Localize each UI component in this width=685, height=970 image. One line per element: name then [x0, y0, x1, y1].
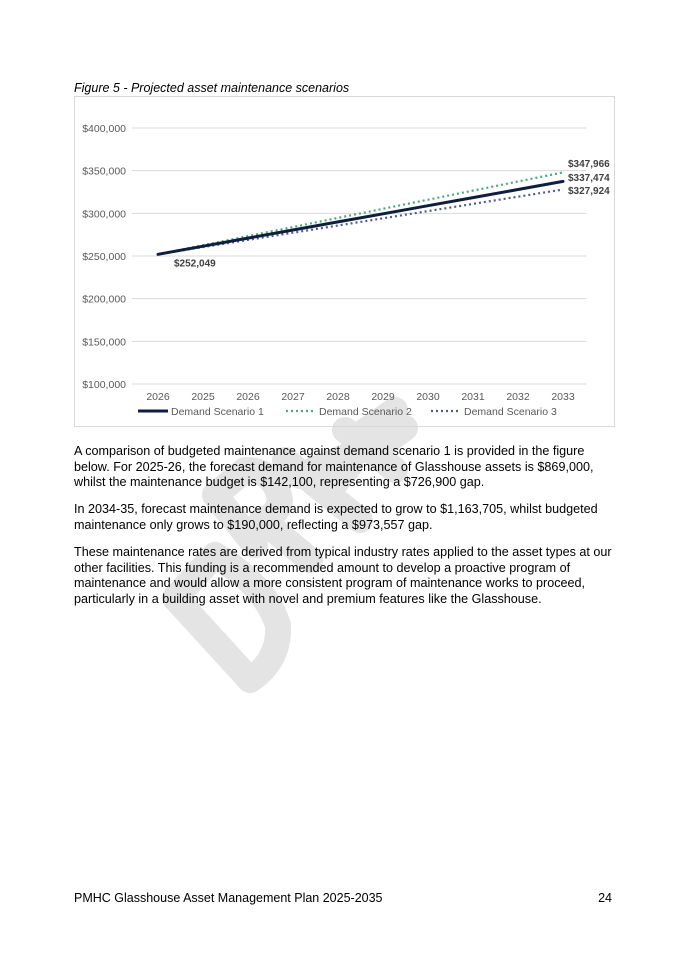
y-tick-label: $350,000 — [82, 165, 126, 178]
x-tick-label: 2028 — [326, 391, 350, 403]
legend-label: Demand Scenario 2 — [319, 406, 412, 418]
paragraph-2034-forecast: In 2034-35, forecast maintenance demand is expected to grow to $1,163,705, whilst budgeted maintenance only grows to $190,000, reflecting a $973,557 gap. — [74, 502, 598, 532]
x-tick-label: 2031 — [461, 391, 485, 403]
x-tick-label: 2032 — [506, 391, 530, 403]
footer-document-title: PMHC Glasshouse Asset Management Plan 2025-2035 — [74, 891, 383, 905]
figure-caption: Figure 5 - Projected asset maintenance scenarios — [74, 81, 350, 95]
end-value-label: $347,966 — [568, 159, 610, 170]
y-tick-label: $100,000 — [82, 379, 126, 391]
series-line-1 — [158, 181, 563, 254]
paragraph-maintenance-rates: These maintenance rates are derived from typical industry rates applied to the asset types at our other facilities. This funding is a recommended amount to develop a proactive program of maintenance and would allow a more consistent program of maintenance works to proceed, particularly in a building asset with novel and premium features like the Glasshouse. — [74, 545, 612, 606]
x-tick-label: 2025 — [191, 391, 215, 403]
x-tick-label: 2029 — [371, 391, 395, 403]
start-value-label: $252,049 — [174, 258, 216, 270]
end-value-label: $337,474 — [568, 173, 610, 184]
footer-page-number: 24 — [598, 891, 612, 905]
x-tick-label: 2030 — [416, 391, 440, 403]
end-value-label: $327,924 — [568, 186, 610, 197]
y-tick-label: $400,000 — [82, 123, 126, 135]
y-tick-label: $300,000 — [82, 208, 126, 221]
y-tick-label: $200,000 — [82, 293, 126, 306]
x-tick-label: 2027 — [281, 391, 305, 403]
legend-label: Demand Scenario 1 — [171, 406, 264, 418]
y-tick-label: $150,000 — [82, 336, 126, 349]
x-tick-label: 2026 — [236, 391, 260, 403]
maintenance-scenarios-chart — [74, 96, 615, 427]
legend-label: Demand Scenario 3 — [464, 406, 557, 418]
x-tick-label: 2026 — [146, 391, 170, 403]
paragraph-comparison: A comparison of budgeted maintenance against demand scenario 1 is provided in the figure below. For 2025-26, the forecast demand for maintenance of Glasshouse assets is $869,000, whilst the maintenance budget is $142,100, representing a $726,900 gap. — [74, 444, 594, 490]
y-tick-label: $250,000 — [82, 251, 126, 263]
x-tick-label: 2033 — [551, 391, 575, 403]
